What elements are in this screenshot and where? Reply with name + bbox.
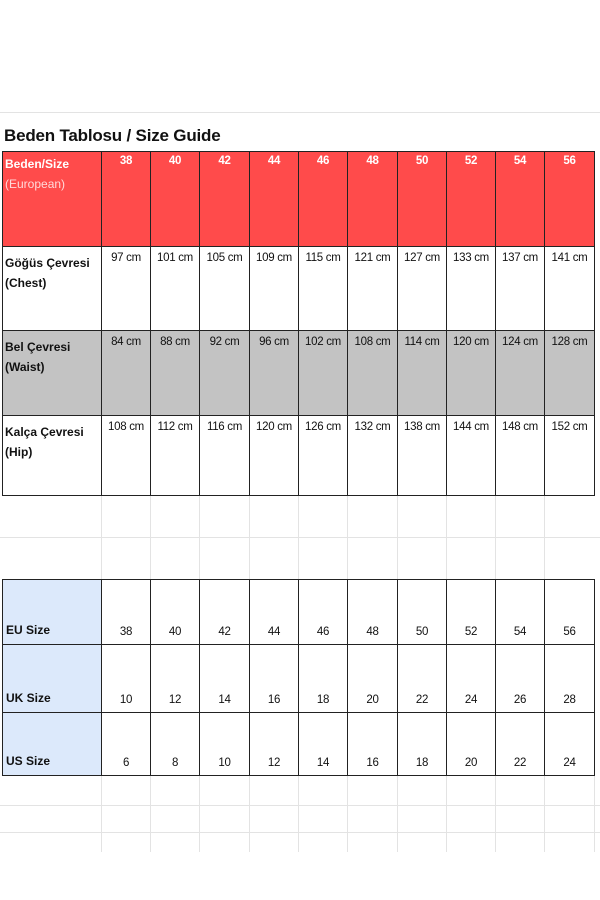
table-cell: 18	[398, 713, 447, 776]
row-label: Bel Çevresi	[5, 340, 71, 354]
table-cell: 138 cm	[398, 416, 447, 496]
header-label-cell	[3, 152, 102, 247]
table-cell: 38	[102, 580, 151, 645]
header-label: Beden/Size	[5, 157, 70, 171]
table-cell: 112 cm	[151, 416, 200, 496]
table-cell: 50	[398, 580, 447, 645]
table-cell: 133 cm	[447, 247, 496, 331]
size-header-cell: 50	[398, 152, 447, 247]
table-cell: 48	[348, 580, 398, 645]
row-sublabel: (Chest)	[5, 276, 47, 290]
table-row-hip	[3, 416, 595, 496]
table-cell: 40	[151, 580, 200, 645]
table-cell: 56	[545, 580, 595, 645]
size-header-cell: 44	[250, 152, 299, 247]
table-cell: 24	[447, 645, 496, 713]
table-cell: 126 cm	[299, 416, 348, 496]
size-conversion-table	[2, 579, 595, 776]
table-cell: 26	[496, 645, 545, 713]
size-header-cell: 54	[496, 152, 545, 247]
table-row-waist	[3, 331, 595, 416]
row-label-cell	[3, 247, 102, 331]
table-cell: 120 cm	[250, 416, 299, 496]
row-label-cell	[3, 331, 102, 416]
size-header-cell: 40	[151, 152, 200, 247]
table-cell: 152 cm	[545, 416, 595, 496]
row-label: Göğüs Çevresi	[5, 256, 90, 270]
table-cell: 88 cm	[151, 331, 200, 416]
table-cell: 101 cm	[151, 247, 200, 331]
table-cell: 46	[299, 580, 348, 645]
table-cell: 20	[348, 645, 398, 713]
table-cell: 16	[250, 645, 299, 713]
table-cell: 120 cm	[447, 331, 496, 416]
table-cell: 132 cm	[348, 416, 398, 496]
table-cell: 102 cm	[299, 331, 348, 416]
table-row-uk	[3, 645, 595, 713]
table-cell: 54	[496, 580, 545, 645]
table-cell: 6	[102, 713, 151, 776]
header-sublabel: (European)	[5, 177, 66, 191]
table-cell: 92 cm	[200, 331, 250, 416]
table-cell: 144 cm	[447, 416, 496, 496]
table-cell: 22	[398, 645, 447, 713]
table-cell: 109 cm	[250, 247, 299, 331]
table-cell: 20	[447, 713, 496, 776]
measurement-table	[2, 151, 595, 496]
table-cell: 108 cm	[102, 416, 151, 496]
table-cell: 42	[200, 580, 250, 645]
table-cell: 16	[348, 713, 398, 776]
size-header-cell: 42	[200, 152, 250, 247]
page-title: Beden Tablosu / Size Guide	[4, 126, 221, 145]
table-cell: 8	[151, 713, 200, 776]
table-cell: 124 cm	[496, 331, 545, 416]
table-cell: 148 cm	[496, 416, 545, 496]
table-cell: 137 cm	[496, 247, 545, 331]
table-cell: 10	[200, 713, 250, 776]
size-header-cell: 46	[299, 152, 348, 247]
size-header-cell: 56	[545, 152, 595, 247]
table-cell: 12	[250, 713, 299, 776]
row-label: EU Size	[3, 580, 102, 645]
size-header-cell: 48	[348, 152, 398, 247]
table-cell: 96 cm	[250, 331, 299, 416]
size-header-cell: 38	[102, 152, 151, 247]
table-cell: 115 cm	[299, 247, 348, 331]
table-cell: 28	[545, 645, 595, 713]
table-cell: 105 cm	[200, 247, 250, 331]
table-cell: 10	[102, 645, 151, 713]
table-row-chest	[3, 247, 595, 331]
table-cell: 108 cm	[348, 331, 398, 416]
table-row-us	[3, 713, 595, 776]
table-cell: 97 cm	[102, 247, 151, 331]
row-sublabel: (Waist)	[5, 360, 45, 374]
table-cell: 22	[496, 713, 545, 776]
table-cell: 141 cm	[545, 247, 595, 331]
row-sublabel: (Hip)	[5, 445, 33, 459]
table-row-eu	[3, 580, 595, 645]
table-cell: 127 cm	[398, 247, 447, 331]
table-cell: 24	[545, 713, 595, 776]
table-cell: 128 cm	[545, 331, 595, 416]
table-cell: 52	[447, 580, 496, 645]
table-cell: 121 cm	[348, 247, 398, 331]
table-cell: 114 cm	[398, 331, 447, 416]
table-cell: 18	[299, 645, 348, 713]
table-cell: 44	[250, 580, 299, 645]
row-label-cell	[3, 416, 102, 496]
table-cell: 14	[299, 713, 348, 776]
table-cell: 14	[200, 645, 250, 713]
table-cell: 116 cm	[200, 416, 250, 496]
size-header-cell: 52	[447, 152, 496, 247]
header-row	[3, 152, 595, 247]
table-cell: 84 cm	[102, 331, 151, 416]
row-label: US Size	[3, 713, 102, 776]
row-label: Kalça Çevresi	[5, 425, 84, 439]
row-label: UK Size	[3, 645, 102, 713]
table-cell: 12	[151, 645, 200, 713]
